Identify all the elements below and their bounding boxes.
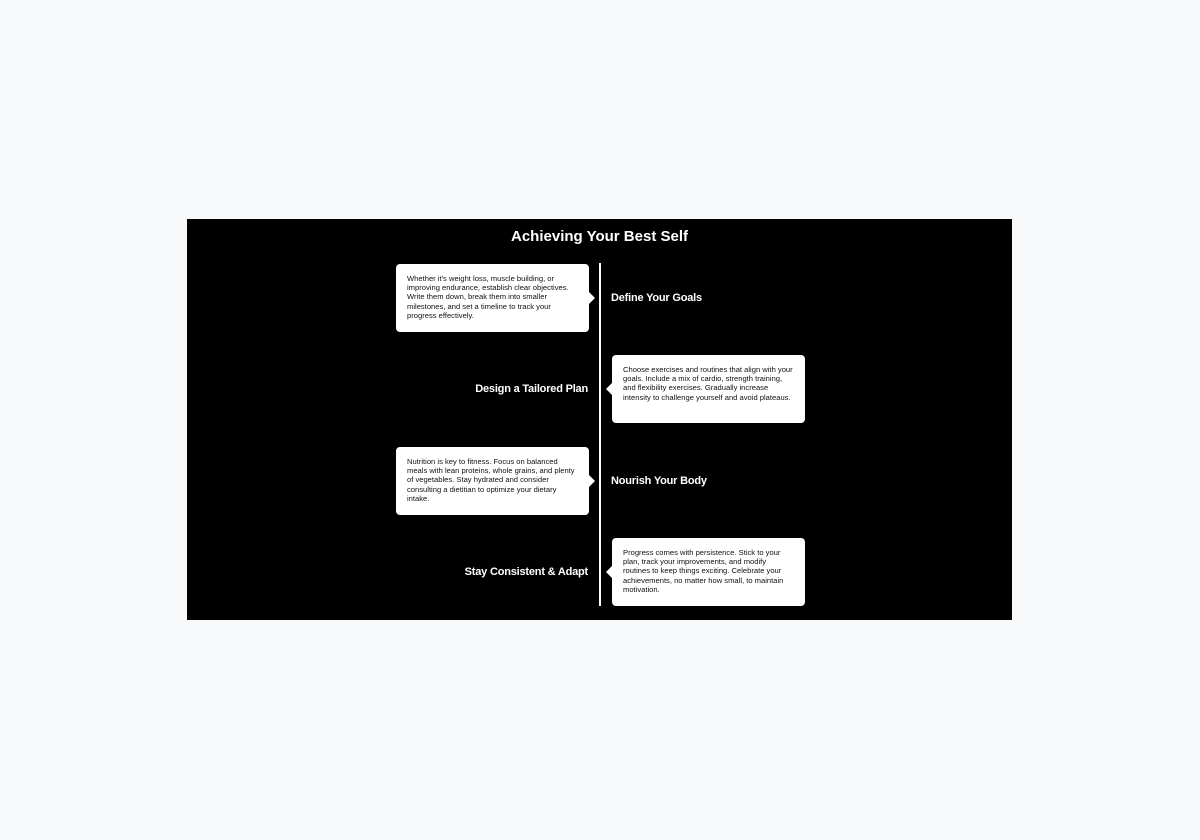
timeline-diagram [187, 219, 1012, 620]
step-3-description: Nutrition is key to fitness. Focus on balanced meals with lean proteins, whole grains, and plenty of vegetables. Stay hydrated and consider consulting a dietitian to optimize your dietary intake. [396, 447, 589, 515]
step-2-description: Choose exercises and routines that align with your goals. Include a mix of cardio, strength training, and flexibility exercises. Gradually increase intensity to challenge yourself and avoid plateaus. [612, 355, 805, 423]
step-1-description: Whether it's weight loss, muscle building, or improving endurance, establish clear objectives. Write them down, break them into smaller milestones, and set a timeline to track your progress effectively. [396, 264, 589, 332]
diagram-title: Achieving Your Best Self [511, 228, 688, 245]
step-3-heading: Nourish Your Body [611, 475, 707, 487]
step-4-description: Progress comes with persistence. Stick to your plan, track your improvements, and modify routines to keep things exciting. Celebrate your achievements, no matter how small, to maintain motivation. [612, 538, 805, 606]
step-2-heading: Design a Tailored Plan [475, 383, 588, 395]
timeline-axis [599, 263, 601, 606]
step-1-heading: Define Your Goals [611, 292, 702, 304]
step-4-heading: Stay Consistent & Adapt [464, 566, 588, 578]
